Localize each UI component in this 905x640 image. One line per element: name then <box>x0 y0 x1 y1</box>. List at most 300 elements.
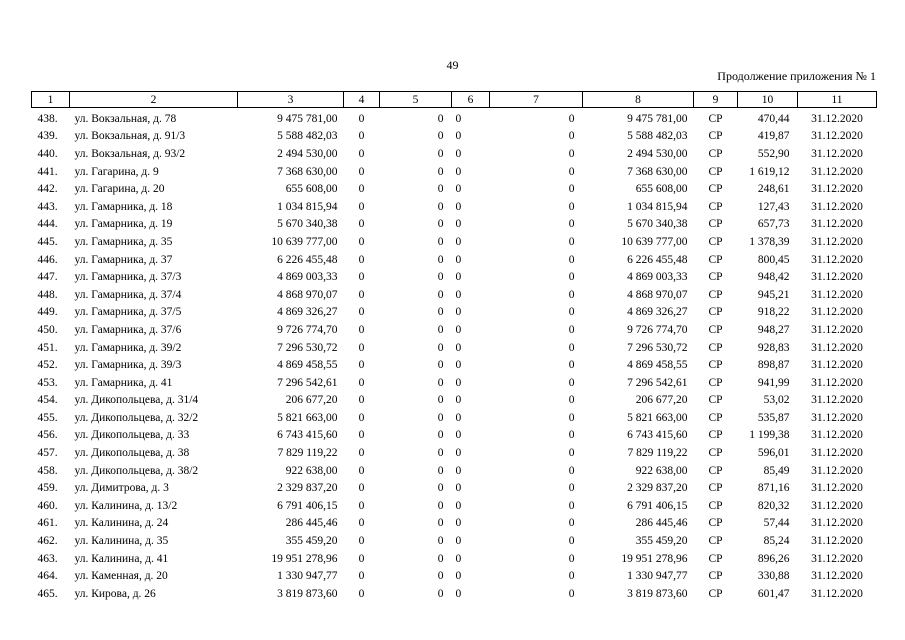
col6-cell: 0 <box>455 447 462 460</box>
col7-cell: 0 <box>568 394 575 407</box>
col4-cell: 0 <box>358 447 365 460</box>
table-row <box>32 427 877 445</box>
col5-cell: 0 <box>437 200 444 213</box>
code-cell: СР <box>708 200 723 213</box>
table-row <box>32 497 877 515</box>
col4-cell: 0 <box>358 464 365 477</box>
area-cell: 1 199,38 <box>749 429 790 442</box>
amount-cell: 1 034 815,94 <box>277 200 338 213</box>
row-number: 440. <box>37 147 58 160</box>
col5-cell: 0 <box>437 271 444 284</box>
col4-cell: 0 <box>358 306 365 319</box>
total-amount-cell: 4 869 003,33 <box>627 271 688 284</box>
col7-cell: 0 <box>568 482 575 495</box>
area-cell: 1 378,39 <box>749 235 790 248</box>
row-number: 454. <box>37 394 58 407</box>
col7-cell: 0 <box>568 447 575 460</box>
amount-cell: 4 869 458,55 <box>277 359 338 372</box>
total-amount-cell: 1 034 815,94 <box>627 200 688 213</box>
col4-cell: 0 <box>358 499 365 512</box>
area-cell: 948,42 <box>757 271 790 284</box>
amount-cell: 9 475 781,00 <box>277 112 338 125</box>
col6-cell: 0 <box>455 587 462 600</box>
total-amount-cell: 9 726 774,70 <box>627 323 688 336</box>
col6-cell: 0 <box>455 306 462 319</box>
address-cell: ул. Гамарника, д. 19 <box>74 218 173 231</box>
row-number: 444. <box>37 218 58 231</box>
address-cell: ул. Кирова, д. 26 <box>74 587 156 600</box>
code-cell: СР <box>708 183 723 196</box>
amount-cell: 4 868 970,07 <box>277 288 338 301</box>
table-row <box>32 304 877 322</box>
date-cell: 31.12.2020 <box>811 394 863 407</box>
col5-cell: 0 <box>437 235 444 248</box>
col4-cell: 0 <box>358 200 365 213</box>
code-cell: СР <box>708 130 723 143</box>
date-cell: 31.12.2020 <box>811 359 863 372</box>
table-row <box>32 532 877 550</box>
code-cell: СР <box>708 447 723 460</box>
date-cell: 31.12.2020 <box>811 288 863 301</box>
table-body <box>32 108 877 603</box>
col5-cell: 0 <box>437 253 444 266</box>
col4-cell: 0 <box>358 112 365 125</box>
total-amount-cell: 5 588 482,03 <box>627 130 688 143</box>
table-row <box>32 392 877 410</box>
total-amount-cell: 655 608,00 <box>635 183 688 196</box>
code-cell: СР <box>708 587 723 600</box>
col7-cell: 0 <box>568 429 575 442</box>
row-number: 464. <box>37 570 58 583</box>
col7-cell: 0 <box>568 147 575 160</box>
row-number: 441. <box>37 165 58 178</box>
column-header-1: 1 <box>32 92 70 108</box>
col5-cell: 0 <box>437 411 444 424</box>
date-cell: 31.12.2020 <box>811 587 863 600</box>
address-cell: ул. Гамарника, д. 35 <box>74 235 173 248</box>
col4-cell: 0 <box>358 394 365 407</box>
col4-cell: 0 <box>358 552 365 565</box>
col4-cell: 0 <box>358 288 365 301</box>
col6-cell: 0 <box>455 200 462 213</box>
address-cell: ул. Вокзальная, д. 91/3 <box>74 130 186 143</box>
col6-cell: 0 <box>455 218 462 231</box>
table-row <box>32 321 877 339</box>
table-row <box>32 145 877 163</box>
total-amount-cell: 7 368 630,00 <box>627 165 688 178</box>
col6-cell: 0 <box>455 235 462 248</box>
total-amount-cell: 5 670 340,38 <box>627 218 688 231</box>
area-cell: 918,22 <box>757 306 790 319</box>
code-cell: СР <box>708 394 723 407</box>
col6-cell: 0 <box>455 359 462 372</box>
col4-cell: 0 <box>358 411 365 424</box>
address-cell: ул. Калинина, д. 24 <box>74 517 169 530</box>
amount-cell: 6 743 415,60 <box>277 429 338 442</box>
column-header-3: 3 <box>238 92 344 108</box>
col5-cell: 0 <box>437 394 444 407</box>
col5-cell: 0 <box>437 535 444 548</box>
amount-cell: 4 869 326,27 <box>277 306 338 319</box>
area-cell: 127,43 <box>757 200 790 213</box>
row-number: 461. <box>37 517 58 530</box>
table-row <box>32 462 877 480</box>
table-row <box>32 233 877 251</box>
code-cell: СР <box>708 112 723 125</box>
table-row <box>32 216 877 234</box>
col4-cell: 0 <box>358 147 365 160</box>
total-amount-cell: 19 951 278,96 <box>621 552 688 565</box>
area-cell: 85,24 <box>763 535 790 548</box>
area-cell: 596,01 <box>757 447 790 460</box>
code-cell: СР <box>708 517 723 530</box>
col5-cell: 0 <box>437 130 444 143</box>
col5-cell: 0 <box>437 464 444 477</box>
page-number: 49 <box>446 58 459 72</box>
col7-cell: 0 <box>568 130 575 143</box>
amount-cell: 7 368 630,00 <box>277 165 338 178</box>
col6-cell: 0 <box>455 147 462 160</box>
col7-cell: 0 <box>568 570 575 583</box>
address-cell: ул. Дикопольцева, д. 33 <box>74 429 190 442</box>
code-cell: СР <box>708 411 723 424</box>
address-cell: ул. Калинина, д. 35 <box>74 535 169 548</box>
area-cell: 53,02 <box>763 394 790 407</box>
code-cell: СР <box>708 253 723 266</box>
col5-cell: 0 <box>437 552 444 565</box>
col6-cell: 0 <box>455 341 462 354</box>
total-amount-cell: 5 821 663,00 <box>627 411 688 424</box>
amount-cell: 19 951 278,96 <box>271 552 338 565</box>
col5-cell: 0 <box>437 482 444 495</box>
column-header-9: 9 <box>694 92 738 108</box>
table-row <box>32 567 877 585</box>
col7-cell: 0 <box>568 288 575 301</box>
col7-cell: 0 <box>568 359 575 372</box>
code-cell: СР <box>708 235 723 248</box>
col6-cell: 0 <box>455 411 462 424</box>
col7-cell: 0 <box>568 200 575 213</box>
address-cell: ул. Гамарника, д. 18 <box>74 200 173 213</box>
total-amount-cell: 6 743 415,60 <box>627 429 688 442</box>
column-header-row <box>32 92 877 108</box>
total-amount-cell: 355 459,20 <box>635 535 688 548</box>
address-cell: ул. Гамарника, д. 39/3 <box>74 359 182 372</box>
code-cell: СР <box>708 376 723 389</box>
table-row <box>32 550 877 568</box>
area-cell: 85,49 <box>763 464 790 477</box>
col4-cell: 0 <box>358 482 365 495</box>
col4-cell: 0 <box>358 271 365 284</box>
code-cell: СР <box>708 535 723 548</box>
code-cell: СР <box>708 429 723 442</box>
address-cell: ул. Каменная, д. 20 <box>74 570 168 583</box>
total-amount-cell: 1 330 947,77 <box>627 570 688 583</box>
code-cell: СР <box>708 499 723 512</box>
row-number: 455. <box>37 411 58 424</box>
area-cell: 330,88 <box>757 570 790 583</box>
row-number: 458. <box>37 464 58 477</box>
col4-cell: 0 <box>358 429 365 442</box>
address-cell: ул. Гамарника, д. 37/5 <box>74 306 182 319</box>
address-cell: ул. Гамарника, д. 41 <box>74 376 173 389</box>
col6-cell: 0 <box>455 112 462 125</box>
date-cell: 31.12.2020 <box>811 200 863 213</box>
col5-cell: 0 <box>437 429 444 442</box>
col7-cell: 0 <box>568 271 575 284</box>
area-cell: 1 619,12 <box>749 165 790 178</box>
table-row <box>32 128 877 146</box>
row-number: 443. <box>37 200 58 213</box>
row-number: 451. <box>37 341 58 354</box>
total-amount-cell: 2 329 837,20 <box>627 482 688 495</box>
date-cell: 31.12.2020 <box>811 235 863 248</box>
total-amount-cell: 206 677,20 <box>635 394 688 407</box>
row-number: 446. <box>37 253 58 266</box>
data-table <box>31 91 877 603</box>
total-amount-cell: 922 638,00 <box>635 464 688 477</box>
col5-cell: 0 <box>437 587 444 600</box>
col5-cell: 0 <box>437 306 444 319</box>
area-cell: 871,16 <box>757 482 790 495</box>
area-cell: 552,90 <box>757 147 790 160</box>
amount-cell: 655 608,00 <box>285 183 338 196</box>
row-number: 439. <box>37 130 58 143</box>
row-number: 448. <box>37 288 58 301</box>
col4-cell: 0 <box>358 183 365 196</box>
table-row <box>32 585 877 603</box>
address-cell: ул. Димитрова, д. 3 <box>74 482 169 495</box>
col4-cell: 0 <box>358 323 365 336</box>
col6-cell: 0 <box>455 429 462 442</box>
date-cell: 31.12.2020 <box>811 411 863 424</box>
col6-cell: 0 <box>455 552 462 565</box>
col7-cell: 0 <box>568 218 575 231</box>
col7-cell: 0 <box>568 306 575 319</box>
amount-cell: 4 869 003,33 <box>277 271 338 284</box>
col6-cell: 0 <box>455 464 462 477</box>
area-cell: 419,87 <box>757 130 790 143</box>
area-cell: 657,73 <box>757 218 790 231</box>
amount-cell: 5 588 482,03 <box>277 130 338 143</box>
address-cell: ул. Дикопольцева, д. 32/2 <box>74 411 199 424</box>
area-cell: 896,26 <box>757 552 790 565</box>
amount-cell: 5 670 340,38 <box>277 218 338 231</box>
col4-cell: 0 <box>358 359 365 372</box>
total-amount-cell: 7 296 530,72 <box>627 341 688 354</box>
col4-cell: 0 <box>358 130 365 143</box>
col4-cell: 0 <box>358 535 365 548</box>
table-row <box>32 268 877 286</box>
col5-cell: 0 <box>437 499 444 512</box>
appendix-caption: Продолжение приложения № 1 <box>717 69 876 83</box>
col7-cell: 0 <box>568 183 575 196</box>
code-cell: СР <box>708 552 723 565</box>
date-cell: 31.12.2020 <box>811 183 863 196</box>
total-amount-cell: 4 869 458,55 <box>627 359 688 372</box>
column-header-11: 11 <box>798 92 877 108</box>
total-amount-cell: 7 296 542,61 <box>627 376 688 389</box>
date-cell: 31.12.2020 <box>811 535 863 548</box>
col7-cell: 0 <box>568 323 575 336</box>
col7-cell: 0 <box>568 499 575 512</box>
date-cell: 31.12.2020 <box>811 570 863 583</box>
date-cell: 31.12.2020 <box>811 271 863 284</box>
col4-cell: 0 <box>358 165 365 178</box>
col5-cell: 0 <box>437 517 444 530</box>
col7-cell: 0 <box>568 112 575 125</box>
col4-cell: 0 <box>358 376 365 389</box>
area-cell: 248,61 <box>757 183 790 196</box>
row-number: 462. <box>37 535 58 548</box>
date-cell: 31.12.2020 <box>811 376 863 389</box>
row-number: 447. <box>37 271 58 284</box>
date-cell: 31.12.2020 <box>811 464 863 477</box>
total-amount-cell: 7 829 119,22 <box>627 447 688 460</box>
col6-cell: 0 <box>455 271 462 284</box>
date-cell: 31.12.2020 <box>811 341 863 354</box>
total-amount-cell: 6 791 406,15 <box>627 499 688 512</box>
date-cell: 31.12.2020 <box>811 130 863 143</box>
col7-cell: 0 <box>568 376 575 389</box>
col6-cell: 0 <box>455 323 462 336</box>
date-cell: 31.12.2020 <box>811 499 863 512</box>
table-row <box>32 163 877 181</box>
col7-cell: 0 <box>568 235 575 248</box>
col7-cell: 0 <box>568 552 575 565</box>
col5-cell: 0 <box>437 165 444 178</box>
area-cell: 941,99 <box>757 376 790 389</box>
area-cell: 945,21 <box>757 288 790 301</box>
row-number: 460. <box>37 499 58 512</box>
col6-cell: 0 <box>455 517 462 530</box>
total-amount-cell: 2 494 530,00 <box>627 147 688 160</box>
row-number: 463. <box>37 552 58 565</box>
table-row <box>32 286 877 304</box>
date-cell: 31.12.2020 <box>811 165 863 178</box>
col6-cell: 0 <box>455 499 462 512</box>
amount-cell: 6 226 455,48 <box>277 253 338 266</box>
col6-cell: 0 <box>455 130 462 143</box>
col7-cell: 0 <box>568 341 575 354</box>
table-row <box>32 356 877 374</box>
amount-cell: 2 329 837,20 <box>277 482 338 495</box>
amount-cell: 1 330 947,77 <box>277 570 338 583</box>
col4-cell: 0 <box>358 341 365 354</box>
address-cell: ул. Дикопольцева, д. 31/4 <box>74 394 199 407</box>
code-cell: СР <box>708 147 723 160</box>
area-cell: 928,83 <box>757 341 790 354</box>
total-amount-cell: 9 475 781,00 <box>627 112 688 125</box>
date-cell: 31.12.2020 <box>811 306 863 319</box>
col6-cell: 0 <box>455 394 462 407</box>
code-cell: СР <box>708 165 723 178</box>
amount-cell: 206 677,20 <box>285 394 338 407</box>
address-cell: ул. Гамарника, д. 39/2 <box>74 341 182 354</box>
address-cell: ул. Гамарника, д. 37/4 <box>74 288 182 301</box>
col5-cell: 0 <box>437 376 444 389</box>
address-cell: ул. Гамарника, д. 37/6 <box>74 323 182 336</box>
column-header-2: 2 <box>70 92 238 108</box>
amount-cell: 355 459,20 <box>285 535 338 548</box>
table-row <box>32 515 877 533</box>
col5-cell: 0 <box>437 218 444 231</box>
col7-cell: 0 <box>568 411 575 424</box>
total-amount-cell: 6 226 455,48 <box>627 253 688 266</box>
area-cell: 898,87 <box>757 359 790 372</box>
col7-cell: 0 <box>568 165 575 178</box>
address-cell: ул. Дикопольцева, д. 38/2 <box>74 464 199 477</box>
amount-cell: 2 494 530,00 <box>277 147 338 160</box>
table-row <box>32 479 877 497</box>
col4-cell: 0 <box>358 218 365 231</box>
table-row <box>32 180 877 198</box>
table-row <box>32 251 877 269</box>
area-cell: 57,44 <box>763 517 790 530</box>
date-cell: 31.12.2020 <box>811 112 863 125</box>
area-cell: 601,47 <box>757 587 790 600</box>
column-header-7: 7 <box>490 92 583 108</box>
date-cell: 31.12.2020 <box>811 517 863 530</box>
row-number: 459. <box>37 482 58 495</box>
date-cell: 31.12.2020 <box>811 323 863 336</box>
col5-cell: 0 <box>437 359 444 372</box>
code-cell: СР <box>708 218 723 231</box>
total-amount-cell: 3 819 873,60 <box>627 587 688 600</box>
area-cell: 948,27 <box>757 323 790 336</box>
amount-cell: 922 638,00 <box>285 464 338 477</box>
area-cell: 470,44 <box>757 112 790 125</box>
table-row <box>32 198 877 216</box>
column-header-6: 6 <box>452 92 490 108</box>
date-cell: 31.12.2020 <box>811 429 863 442</box>
col5-cell: 0 <box>437 288 444 301</box>
code-cell: СР <box>708 306 723 319</box>
date-cell: 31.12.2020 <box>811 218 863 231</box>
amount-cell: 286 445,46 <box>285 517 338 530</box>
amount-cell: 7 296 530,72 <box>277 341 338 354</box>
col7-cell: 0 <box>568 253 575 266</box>
total-amount-cell: 10 639 777,00 <box>621 235 688 248</box>
date-cell: 31.12.2020 <box>811 552 863 565</box>
table-row <box>32 409 877 427</box>
address-cell: ул. Дикопольцева, д. 38 <box>74 447 190 460</box>
col4-cell: 0 <box>358 570 365 583</box>
col6-cell: 0 <box>455 288 462 301</box>
date-cell: 31.12.2020 <box>811 482 863 495</box>
code-cell: СР <box>708 288 723 301</box>
col7-cell: 0 <box>568 587 575 600</box>
area-cell: 800,45 <box>757 253 790 266</box>
col6-cell: 0 <box>455 165 462 178</box>
area-cell: 535,87 <box>757 411 790 424</box>
col5-cell: 0 <box>437 323 444 336</box>
row-number: 449. <box>37 306 58 319</box>
table-row <box>32 374 877 392</box>
date-cell: 31.12.2020 <box>811 253 863 266</box>
address-cell: ул. Гагарина, д. 9 <box>74 165 159 178</box>
row-number: 438. <box>37 112 58 125</box>
amount-cell: 6 791 406,15 <box>277 499 338 512</box>
table-row <box>32 108 877 128</box>
row-number: 456. <box>37 429 58 442</box>
address-cell: ул. Вокзальная, д. 93/2 <box>74 147 186 160</box>
address-cell: ул. Гагарина, д. 20 <box>74 183 165 196</box>
col5-cell: 0 <box>437 447 444 460</box>
amount-cell: 7 296 542,61 <box>277 376 338 389</box>
code-cell: СР <box>708 570 723 583</box>
total-amount-cell: 4 869 326,27 <box>627 306 688 319</box>
